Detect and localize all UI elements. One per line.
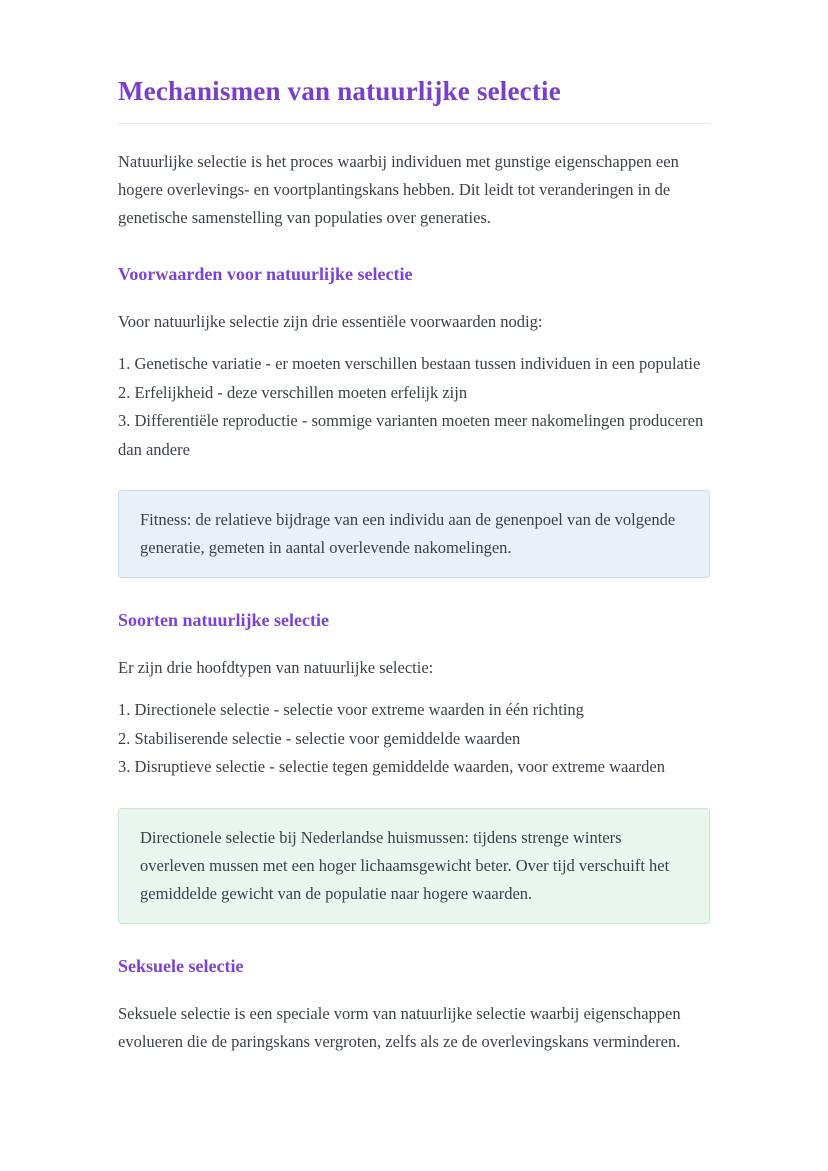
intro-paragraph: Natuurlijke selectie is het proces waarbij individuen met gunstige eigenschappen een hogere overlevings- en voortplantingskans hebben. Dit leidt tot veranderingen in de genetische samenstelling van populaties over generaties. [118,152,679,227]
title-divider [118,123,710,124]
callout-text: Directionele selectie bij Nederlandse huismussen: tijdens strenge winters overleven mussen met een hoger lichaamsgewicht beter. Over tijd verschuift het gemiddelde gewicht van de populatie naar hogere waarden. [140,827,670,903]
numbered-list-soorten [118,696,710,782]
page-title: Mechanismen van natuurlijke selectie [118,76,561,106]
callout-text: Fitness: de relatieve bijdrage van een individu aan de genenpoel van de volgende generatie, gemeten in aantal overlevende nakomelingen. [140,510,676,557]
section-lead: Voor natuurlijke selectie zijn drie essentiële voorwaarden nodig: [118,312,543,331]
list-item: 3. Disruptieve selectie - selectie tegen gemiddelde waarden, voor extreme waarden [118,757,666,776]
section-heading-soorten: Soorten natuurlijke selectie [118,610,329,630]
section-heading-voorwaarden: Voorwaarden voor natuurlijke selectie [118,264,413,284]
numbered-list-voorwaarden [118,350,710,464]
list-item: 1. Directionele selectie - selectie voor extreme waarden in één richting [118,700,584,719]
list-item: 3. Differentiële reproductie - sommige varianten moeten meer nakomelingen produceren dan andere [118,411,704,459]
list-item: 2. Erfelijkheid - deze verschillen moeten erfelijk zijn [118,382,468,402]
section-heading-seksuele-selectie: Seksuele selectie [118,955,244,976]
example-callout-huismussen [118,808,710,924]
list-item: 2. Stabiliserende selectie - selectie voor gemiddelde waarden [118,728,521,748]
list-item: 1. Genetische variatie - er moeten verschillen bestaan tussen individuen in een populatie [118,354,701,373]
section-lead: Er zijn drie hoofdtypen van natuurlijke selectie: [118,658,434,677]
definition-callout-fitness [118,490,710,578]
section-paragraph: Seksuele selectie is een speciale vorm van natuurlijke selectie waarbij eigenschappen evolueren die de paringskans vergroten, zelfs als ze de overlevingskans verminderen. [118,1003,681,1051]
